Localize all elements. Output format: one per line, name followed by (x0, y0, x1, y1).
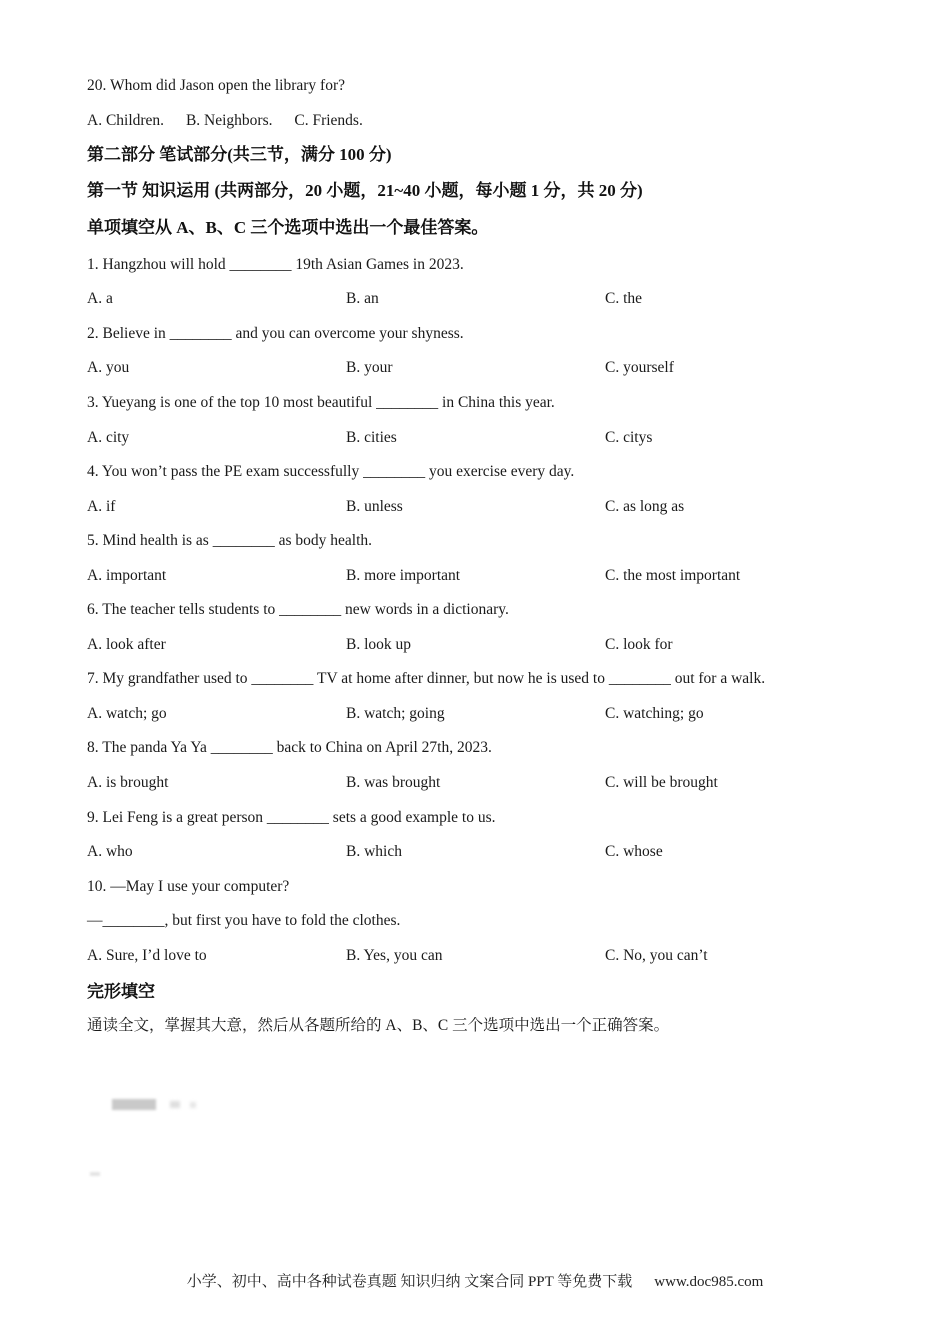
option-a: A. a (87, 290, 113, 307)
question-10-options (87, 946, 867, 966)
option-a: A. important (87, 567, 167, 584)
option-a: A. if (87, 498, 116, 515)
option-c: C. Friends. (294, 112, 363, 129)
question-1: 1. Hangzhou will hold ________ 19th Asian Games in 2023. (87, 256, 464, 273)
question-10-reply: —________, but first you have to fold the clothes. (87, 912, 401, 929)
option-c: C. whose (605, 843, 663, 860)
option-a: A. is brought (87, 774, 169, 791)
option-b: B. was brought (346, 774, 441, 791)
question-9-options (87, 842, 867, 862)
question-2-options (87, 358, 867, 378)
option-b: B. look up (346, 636, 412, 653)
question-20: 20. Whom did Jason open the library for? (87, 77, 345, 94)
footer-url[interactable]: www.doc985.com (654, 1274, 764, 1290)
option-a: A. Sure, I’d love to (87, 947, 207, 964)
cloze-heading: 完形填空 (87, 982, 155, 1001)
option-a: A. look after (87, 636, 166, 653)
single-choice-heading: 单项填空从 A、B、C 三个选项中选出一个最佳答案。 (87, 218, 489, 237)
question-9: 9. Lei Feng is a great person ________ sets a good example to us. (87, 809, 496, 826)
option-c: C. yourself (605, 359, 674, 376)
question-3: 3. Yueyang is one of the top 10 most beautiful ________ in China this year. (87, 394, 555, 411)
question-20-options (87, 111, 381, 131)
option-c: C. as long as (605, 498, 685, 515)
option-b: B. Neighbors. (185, 112, 273, 129)
question-8-options (87, 773, 867, 793)
question-1-options (87, 289, 867, 309)
question-4-options (87, 497, 867, 517)
option-c: C. watching; go (605, 705, 704, 722)
page-footer (0, 1270, 950, 1291)
option-c: C. the (605, 290, 643, 307)
option-b: B. unless (346, 498, 403, 515)
question-7-options (87, 704, 867, 724)
option-c: C. the most important (605, 567, 741, 584)
option-c: C. look for (605, 636, 673, 653)
question-5-options (87, 566, 867, 586)
option-b: B. cities (346, 429, 397, 446)
option-c: C. No, you can’t (605, 947, 708, 964)
blurred-image (108, 1095, 218, 1115)
option-a: A. city (87, 429, 130, 446)
option-b: B. your (346, 359, 393, 376)
question-7: 7. My grandfather used to ________ TV at home after dinner, but now he is used to ________ out for a walk. (87, 670, 766, 687)
option-b: B. which (346, 843, 402, 860)
option-a: A. you (87, 359, 130, 376)
question-8: 8. The panda Ya Ya ________ back to China on April 27th, 2023. (87, 739, 492, 756)
question-3-options (87, 428, 867, 448)
question-6-options (87, 635, 867, 655)
question-5: 5. Mind health is as ________ as body health. (87, 532, 372, 549)
option-a: A. watch; go (87, 705, 167, 722)
blurred-mark (90, 1172, 100, 1176)
section1-heading: 第一节 知识运用 (共两部分，20 小题，21~40 小题，每小题 1 分，共 20 分) (87, 181, 643, 200)
option-b: B. watch; going (346, 705, 445, 722)
option-b: B. more important (346, 567, 461, 584)
option-c: C. citys (605, 429, 653, 446)
footer-text: 小学、初中、高中各种试卷真题 知识归纳 文案合同 PPT 等免费下载 (186, 1274, 633, 1290)
option-a: A. who (87, 843, 133, 860)
option-a: A. Children. (87, 112, 165, 129)
question-6: 6. The teacher tells students to ________ new words in a dictionary. (87, 601, 509, 618)
question-10: 10. —May I use your computer? (87, 878, 290, 895)
option-b: B. Yes, you can (346, 947, 443, 964)
cloze-instruction: 通读全文，掌握其大意，然后从各题所给的 A、B、C 三个选项中选出一个正确答案。 (87, 1017, 670, 1034)
option-b: B. an (346, 290, 379, 307)
question-4: 4. You won’t pass the PE exam successfully ________ you exercise every day. (87, 463, 575, 480)
question-2: 2. Believe in ________ and you can overcome your shyness. (87, 325, 464, 342)
part2-heading: 第二部分 笔试部分(共三节，满分 100 分) (87, 145, 392, 164)
option-c: C. will be brought (605, 774, 718, 791)
